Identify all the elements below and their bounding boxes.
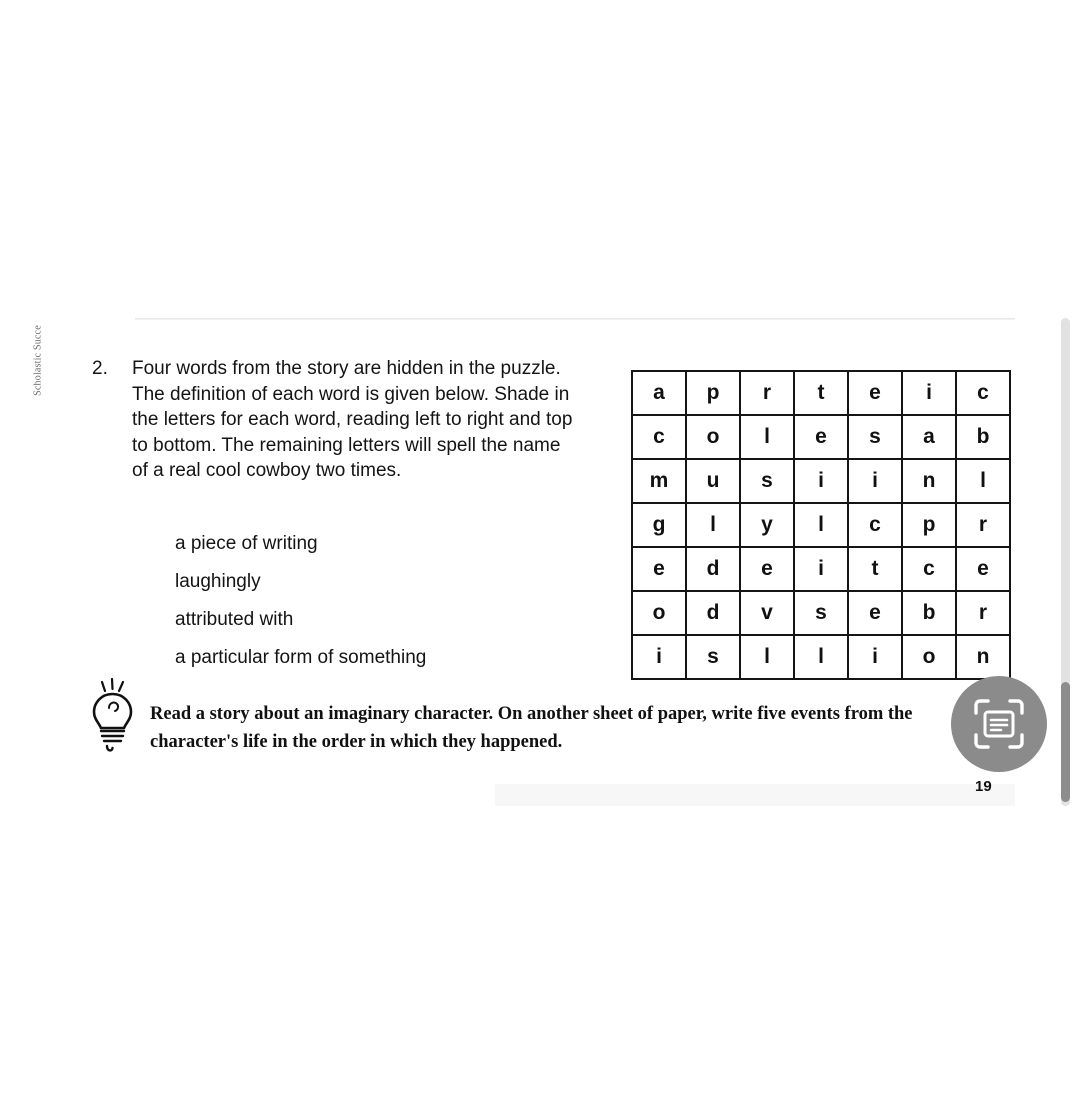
- puzzle-row: [632, 591, 1010, 635]
- puzzle-cell: e: [956, 547, 1010, 591]
- puzzle-row: [632, 415, 1010, 459]
- puzzle-cell: n: [902, 459, 956, 503]
- puzzle-cell: r: [956, 591, 1010, 635]
- puzzle-cell: v: [740, 591, 794, 635]
- puzzle-cell: c: [902, 547, 956, 591]
- puzzle-cell: o: [902, 635, 956, 679]
- definition-item: a particular form of something: [175, 647, 427, 668]
- question-block: [92, 356, 612, 484]
- puzzle-cell: l: [794, 503, 848, 547]
- tip-text: Read a story about an imaginary character. On another sheet of paper, write five events from the character's life in the order in which they happened.: [150, 704, 913, 752]
- book-spine-label: Scholastic Succe: [32, 325, 44, 396]
- puzzle-cell: u: [686, 459, 740, 503]
- puzzle-cell: y: [740, 503, 794, 547]
- puzzle-cell: n: [956, 635, 1010, 679]
- definition-list: [175, 525, 605, 677]
- scan-icon: [972, 697, 1026, 751]
- puzzle-cell: l: [740, 415, 794, 459]
- puzzle-cell: o: [632, 591, 686, 635]
- page-number: 19: [975, 778, 992, 795]
- puzzle-cell: g: [632, 503, 686, 547]
- puzzle-cell: o: [686, 415, 740, 459]
- puzzle-cell: c: [632, 415, 686, 459]
- puzzle-cell: r: [956, 503, 1010, 547]
- puzzle-cell: a: [632, 371, 686, 415]
- puzzle-row: [632, 503, 1010, 547]
- puzzle-cell: e: [740, 547, 794, 591]
- puzzle-cell: e: [632, 547, 686, 591]
- lightbulb-icon: [88, 678, 150, 760]
- puzzle-cell: a: [902, 415, 956, 459]
- puzzle-cell: p: [686, 371, 740, 415]
- puzzle-cell: l: [794, 635, 848, 679]
- puzzle-cell: t: [794, 371, 848, 415]
- puzzle-cell: b: [902, 591, 956, 635]
- puzzle-cell: s: [794, 591, 848, 635]
- puzzle-cell: i: [632, 635, 686, 679]
- puzzle-cell: s: [848, 415, 902, 459]
- puzzle-cell: e: [848, 371, 902, 415]
- puzzle-cell: i: [848, 635, 902, 679]
- scan-document-button[interactable]: [951, 676, 1047, 772]
- puzzle-cell: t: [848, 547, 902, 591]
- puzzle-cell: r: [740, 371, 794, 415]
- puzzle-row: [632, 459, 1010, 503]
- puzzle-cell: c: [848, 503, 902, 547]
- puzzle-cell: l: [686, 503, 740, 547]
- puzzle-row: [632, 547, 1010, 591]
- puzzle-cell: i: [794, 459, 848, 503]
- puzzle-row: [632, 371, 1010, 415]
- page-footer-shade: [495, 784, 1015, 806]
- definition-item: laughingly: [175, 571, 261, 592]
- definition-item: attributed with: [175, 609, 294, 630]
- tip-callout: [88, 678, 968, 760]
- puzzle-cell: c: [956, 371, 1010, 415]
- puzzle-cell: e: [848, 591, 902, 635]
- scrollbar-thumb[interactable]: [1061, 682, 1070, 802]
- puzzle-cell: b: [956, 415, 1010, 459]
- question-number: 2.: [92, 358, 108, 379]
- word-puzzle-grid: [631, 370, 1011, 680]
- puzzle-row: [632, 635, 1010, 679]
- puzzle-cell: i: [848, 459, 902, 503]
- puzzle-cell: s: [740, 459, 794, 503]
- puzzle-cell: l: [740, 635, 794, 679]
- page-rule-line-secondary: [135, 319, 1015, 320]
- puzzle-cell: d: [686, 547, 740, 591]
- puzzle-cell: l: [956, 459, 1010, 503]
- puzzle-cell: d: [686, 591, 740, 635]
- definition-item: a piece of writing: [175, 533, 318, 554]
- puzzle-cell: i: [794, 547, 848, 591]
- puzzle-cell: i: [902, 371, 956, 415]
- puzzle-cell: e: [794, 415, 848, 459]
- puzzle-cell: s: [686, 635, 740, 679]
- puzzle-cell: p: [902, 503, 956, 547]
- question-text: Four words from the story are hidden in the puzzle. The definition of each word is given below. Shade in the letters for each word, reading left to right and top to bottom. The remaining letters will spell the name of a real cool cowboy two times.: [132, 358, 573, 482]
- puzzle-cell: m: [632, 459, 686, 503]
